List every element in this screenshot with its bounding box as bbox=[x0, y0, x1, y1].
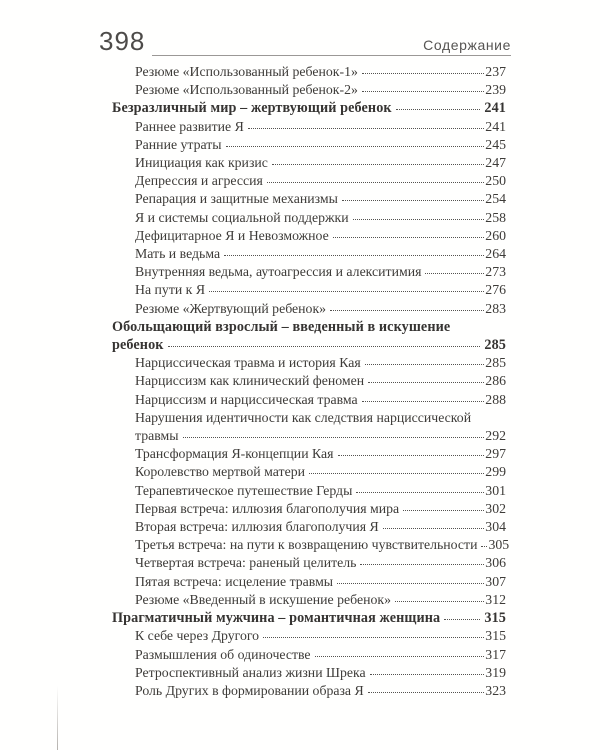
toc-entry bbox=[112, 627, 506, 645]
toc-entry-label: Четвертая встреча: раненый целитель bbox=[135, 555, 357, 571]
toc-entry bbox=[112, 136, 506, 154]
toc-entry-label: К себе через Другого bbox=[135, 628, 260, 644]
toc-entry-label: Я и системы социальной поддержки bbox=[135, 209, 349, 225]
dot-leader bbox=[370, 674, 485, 675]
toc-entry-label: Резюме «Использованный ребенок-2» bbox=[135, 82, 358, 98]
toc-entry-page: 285 bbox=[484, 337, 506, 354]
toc-entry-label: Нарциссизм и нарциссическая травма bbox=[135, 391, 358, 407]
dot-leader bbox=[362, 73, 484, 74]
toc-entry bbox=[112, 391, 506, 409]
page-edge-artifact bbox=[57, 686, 58, 750]
toc-entry-label: Резюме «Жертвующий ребенок» bbox=[135, 300, 327, 316]
toc bbox=[112, 63, 510, 700]
dot-leader bbox=[368, 382, 484, 383]
toc-entry bbox=[112, 245, 506, 263]
toc-entry-page: 297 bbox=[485, 446, 506, 462]
toc-entry bbox=[112, 463, 506, 481]
toc-entry bbox=[112, 154, 506, 172]
toc-entry-page: 247 bbox=[485, 155, 506, 171]
toc-entry-label: Резюме «Введенный в искушение ребенок» bbox=[135, 591, 391, 607]
toc-entry-label: ребенок bbox=[112, 337, 164, 354]
toc-entry-page: 273 bbox=[485, 264, 506, 280]
dot-leader bbox=[333, 237, 485, 238]
toc-entry-label: Инициация как кризис bbox=[135, 155, 268, 171]
page-header bbox=[99, 26, 511, 57]
dot-leader bbox=[383, 528, 485, 529]
toc-entry-page: 288 bbox=[485, 391, 506, 407]
toc-entry-label: Третья встреча: на пути к возвращению чувствительности bbox=[135, 537, 478, 553]
toc-entry bbox=[112, 81, 506, 99]
toc-entry bbox=[112, 300, 506, 318]
toc-entry-label: Нарушения идентичности как следствия нарциссической bbox=[135, 409, 472, 425]
dot-leader bbox=[353, 219, 485, 220]
toc-entry bbox=[112, 63, 506, 81]
toc-entry bbox=[112, 190, 506, 208]
toc-entry-label: Вторая встреча: иллюзия благополучия Я bbox=[135, 519, 379, 535]
toc-entry-label: Дефицитарное Я и Невозможное bbox=[135, 227, 329, 243]
dot-leader bbox=[362, 91, 484, 92]
toc-entry bbox=[112, 209, 506, 227]
dot-leader bbox=[403, 510, 484, 511]
toc-entry-label: Ранние утраты bbox=[135, 136, 222, 152]
toc-entry-label: Репарация и защитные механизмы bbox=[135, 191, 338, 207]
toc-entry-label: Нарциссизм как клинический феномен bbox=[135, 373, 365, 389]
toc-entry-page: 319 bbox=[485, 664, 506, 680]
toc-entry-page: 237 bbox=[485, 64, 506, 79]
toc-entry-page: 312 bbox=[485, 591, 506, 607]
dot-leader bbox=[396, 109, 481, 110]
toc-entry bbox=[112, 664, 506, 682]
toc-entry-label: Внутренняя ведьма, аутоагрессия и алекситимия bbox=[135, 264, 422, 280]
toc-entry-page: 239 bbox=[485, 82, 506, 98]
toc-entry-label: Пятая встреча: исцеление травмы bbox=[135, 573, 334, 589]
toc-entry-page: 276 bbox=[485, 282, 506, 298]
dot-leader bbox=[226, 146, 485, 147]
toc-entry-label: Прагматичный мужчина – романтичная женщина bbox=[112, 610, 441, 627]
toc-entry-label: Нарциссическая травма и история Кая bbox=[135, 355, 361, 371]
dot-leader bbox=[395, 601, 484, 602]
toc-entry-page: 241 bbox=[484, 100, 506, 117]
toc-entry-page: 254 bbox=[485, 191, 506, 207]
toc-entry-page: 315 bbox=[484, 610, 506, 627]
toc-entry-page: 245 bbox=[485, 136, 506, 152]
dot-leader bbox=[368, 692, 485, 693]
toc-entry-label: Первая встреча: иллюзия благополучия мира bbox=[135, 500, 400, 516]
toc-entry-label: Королевство мертвой матери bbox=[135, 464, 305, 480]
toc-entry bbox=[112, 227, 506, 245]
toc-entry bbox=[112, 573, 506, 591]
toc-entry bbox=[112, 99, 506, 117]
toc-entry bbox=[112, 318, 506, 336]
toc-entry-label: Раннее развитие Я bbox=[135, 118, 244, 134]
running-head-title: Содержание bbox=[423, 37, 511, 53]
toc-entry-page: 241 bbox=[485, 118, 506, 134]
toc-entry-label: Ретроспективный анализ жизни Шрека bbox=[135, 664, 366, 680]
dot-leader bbox=[356, 492, 484, 493]
dot-leader bbox=[337, 583, 484, 584]
dot-leader bbox=[362, 401, 485, 402]
toc-entry-page: 250 bbox=[485, 173, 506, 189]
dot-leader bbox=[267, 182, 484, 183]
toc-entry-label: Обольщающий взрослый – введенный в искушение bbox=[112, 318, 451, 335]
toc-entry-label: Мать и ведьма bbox=[135, 246, 221, 262]
dot-leader bbox=[168, 346, 481, 347]
dot-leader bbox=[224, 255, 484, 256]
toc-entry bbox=[112, 354, 506, 372]
toc-entry bbox=[112, 172, 506, 190]
toc-entry-page: 286 bbox=[485, 373, 506, 389]
dot-leader bbox=[272, 164, 484, 165]
toc-entry bbox=[112, 281, 506, 299]
toc-entry bbox=[112, 427, 506, 445]
toc-entry-page: 283 bbox=[485, 300, 506, 316]
toc-entry bbox=[112, 263, 506, 281]
toc-entry-page: 264 bbox=[485, 246, 506, 262]
toc-entry-label: Резюме «Использованный ребенок-1» bbox=[135, 64, 358, 79]
dot-leader bbox=[183, 437, 485, 438]
toc-entry bbox=[112, 554, 506, 572]
dot-leader bbox=[481, 546, 487, 547]
dot-leader bbox=[338, 455, 485, 456]
toc-entry-label: Трансформация Я-концепции Кая bbox=[135, 446, 334, 462]
toc-entry bbox=[112, 518, 506, 536]
dot-leader bbox=[330, 310, 484, 311]
toc-entry-page: 304 bbox=[485, 519, 506, 535]
toc-entry-page: 301 bbox=[485, 482, 506, 498]
dot-leader bbox=[365, 364, 485, 365]
dot-leader bbox=[263, 637, 484, 638]
toc-entry bbox=[112, 536, 510, 554]
toc-entry-page: 285 bbox=[485, 355, 506, 371]
dot-leader bbox=[360, 564, 484, 565]
toc-entry-page: 323 bbox=[485, 682, 506, 698]
toc-entry-page: 307 bbox=[485, 573, 506, 589]
toc-entry-page: 305 bbox=[488, 537, 510, 553]
toc-entry-label: Роль Других в формировании образа Я bbox=[135, 682, 364, 698]
dot-leader bbox=[248, 128, 484, 129]
toc-entry-label: травмы bbox=[135, 428, 179, 444]
page-number: 398 bbox=[99, 26, 146, 56]
toc-entry bbox=[112, 336, 506, 354]
dot-leader bbox=[342, 200, 484, 201]
toc-entry bbox=[112, 609, 506, 627]
toc-entry-page: 292 bbox=[485, 428, 506, 444]
toc-entry-page: 302 bbox=[485, 500, 506, 516]
dot-leader bbox=[444, 619, 480, 620]
toc-entry bbox=[112, 445, 506, 463]
dot-leader bbox=[309, 473, 484, 474]
toc-entry bbox=[112, 482, 506, 500]
toc-entry-page: 315 bbox=[485, 628, 506, 644]
toc-entry bbox=[112, 409, 506, 427]
toc-entry-page: 317 bbox=[485, 646, 506, 662]
toc-entry-label: Терапевтическое путешествие Герды bbox=[135, 482, 353, 498]
toc-entry-page: 306 bbox=[485, 555, 506, 571]
toc-entry bbox=[112, 372, 506, 390]
toc-entry bbox=[112, 682, 506, 700]
toc-entry bbox=[112, 591, 506, 609]
toc-entry bbox=[112, 118, 506, 136]
toc-entry-page: 260 bbox=[485, 227, 506, 243]
dot-leader bbox=[315, 656, 485, 657]
toc-entry-page: 258 bbox=[485, 209, 506, 225]
dot-leader bbox=[209, 291, 484, 292]
toc-entry bbox=[112, 500, 506, 518]
toc-entry bbox=[112, 646, 506, 664]
toc-entry-page: 299 bbox=[485, 464, 506, 480]
toc-entry-label: Депрессия и агрессия bbox=[135, 173, 263, 189]
header-rule bbox=[152, 55, 511, 56]
toc-entry-label: Безразличный мир – жертвующий ребенок bbox=[112, 100, 392, 117]
toc-entry-label: Размышления об одиночестве bbox=[135, 646, 311, 662]
toc-entry-label: На пути к Я bbox=[135, 282, 206, 298]
dot-leader bbox=[425, 273, 484, 274]
